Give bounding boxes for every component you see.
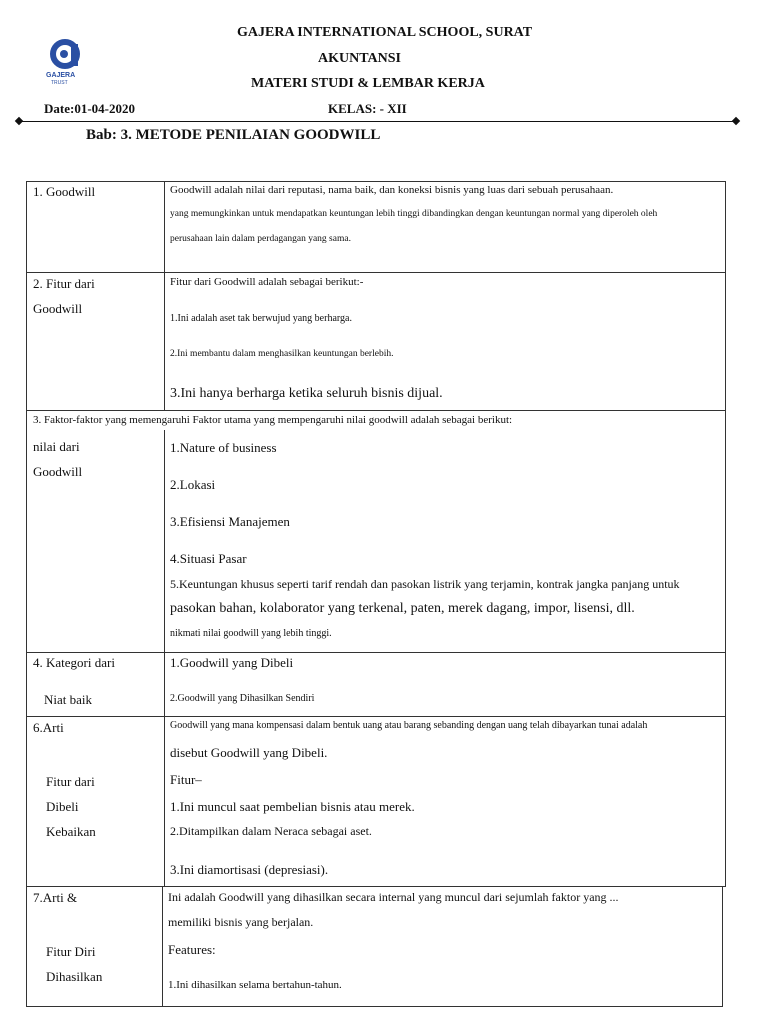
- row-content-line: 3.Ini hanya berharga ketika seluruh bisnis dijual.: [170, 386, 443, 401]
- row-label: Goodwill: [33, 464, 83, 479]
- row-label: Goodwill: [33, 301, 83, 316]
- row-content-line: Features:: [168, 942, 216, 957]
- row-label: 1. Goodwill: [33, 184, 96, 199]
- row-content-line: 1.Ini dihasilkan selama bertahun-tahun.: [168, 979, 342, 991]
- row-content-line: pasokan bahan, kolaborator yang terkenal, paten, merek dagang, impor, lisensi, dll.: [170, 601, 635, 616]
- header-divider: [22, 121, 734, 122]
- row-label: Kebaikan: [46, 824, 96, 839]
- chapter-title: Bab: 3. METODE PENILAIAN GOODWILL: [86, 127, 381, 143]
- row-label: Fitur dari: [46, 774, 95, 789]
- row-content-line: yang memungkinkan untuk mendapatkan keuntungan lebih tinggi dibandingkan dengan keuntungan normal yang diperoleh oleh: [170, 209, 658, 219]
- row-content-line: 4.Situasi Pasar: [170, 551, 247, 566]
- row-label: 4. Kategori dari: [33, 655, 115, 670]
- column-divider: [164, 430, 165, 887]
- row-content-line: 5.Keuntungan khusus seperti tarif rendah dan pasokan listrik yang terjamin, kontrak jangka panjang untuk: [170, 577, 680, 591]
- row-content-line: perusahaan lain dalam perdagangan yang sama.: [170, 234, 351, 244]
- row-label: 6.Arti: [33, 720, 64, 735]
- row-label: 3. Faktor-faktor yang memengaruhi Faktor utama yang mempengaruhi nilai goodwill adalah sebagai berikut:: [33, 414, 513, 426]
- row-content-line: 1.Goodwill yang Dibeli: [170, 655, 294, 670]
- date-label: Date:01-04-2020: [44, 101, 135, 116]
- school-name: GAJERA INTERNATIONAL SCHOOL, SURAT: [237, 25, 533, 40]
- row-content-line: Fitur dari Goodwill adalah sebagai berikut:-: [170, 276, 364, 288]
- column-divider: [164, 181, 165, 411]
- row-label: Dihasilkan: [46, 969, 103, 984]
- row-content-line: 2.Lokasi: [170, 477, 216, 492]
- divider-end-left: [15, 117, 23, 125]
- row-content-line: Ini adalah Goodwill yang dihasilkan secara internal yang muncul dari sejumlah faktor yang ...: [168, 890, 619, 904]
- row-content-line: 2.Ini membantu dalam menghasilkan keuntungan berlebih.: [170, 349, 394, 359]
- row-content-line: Goodwill yang mana kompensasi dalam bentuk uang atau barang sebanding dengan uang telah dibayarkan tunai adalah: [170, 720, 648, 731]
- row-content-line: memiliki bisnis yang berjalan.: [168, 915, 314, 929]
- row-label: nilai dari: [33, 439, 80, 454]
- column-divider: [162, 886, 163, 1007]
- row-content-line: 3.Efisiensi Manajemen: [170, 514, 290, 529]
- table-row: [26, 652, 726, 717]
- row-content-line: 2.Goodwill yang Dihasilkan Sendiri: [170, 693, 315, 704]
- row-content-line: 2.Ditampilkan dalam Neraca sebagai aset.: [170, 824, 372, 838]
- logo-text: GAJERA: [46, 72, 76, 79]
- row-content-line: Fitur–: [170, 772, 202, 787]
- subject-title: AKUNTANSI: [318, 51, 401, 66]
- row-content-line: Goodwill adalah nilai dari reputasi, nama baik, dan koneksi bisnis yang luas dari sebuah perusahaan.: [170, 184, 614, 196]
- row-content-line: 1.Nature of business: [170, 440, 277, 455]
- row-content-line: 1.Ini muncul saat pembelian bisnis atau merek.: [170, 799, 415, 814]
- row-label: Dibeli: [46, 799, 79, 814]
- row-label: 2. Fitur dari: [33, 276, 95, 291]
- row-label: Fitur Diri: [46, 944, 96, 959]
- document-type: MATERI STUDI & LEMBAR KERJA: [251, 76, 485, 91]
- row-content-line: 1.Ini adalah aset tak berwujud yang berharga.: [170, 313, 352, 324]
- row-content-line: nikmati nilai goodwill yang lebih tinggi.: [170, 628, 332, 639]
- row-label: Niat baik: [44, 692, 93, 707]
- row-content-line: disebut Goodwill yang Dibeli.: [170, 745, 328, 760]
- logo-subtext: TRUST: [51, 80, 68, 86]
- class-label: KELAS: - XII: [328, 101, 407, 116]
- row-content-line: 3.Ini diamortisasi (depresiasi).: [170, 862, 329, 877]
- divider-end-right: [732, 117, 740, 125]
- row-label: 7.Arti &: [33, 890, 78, 905]
